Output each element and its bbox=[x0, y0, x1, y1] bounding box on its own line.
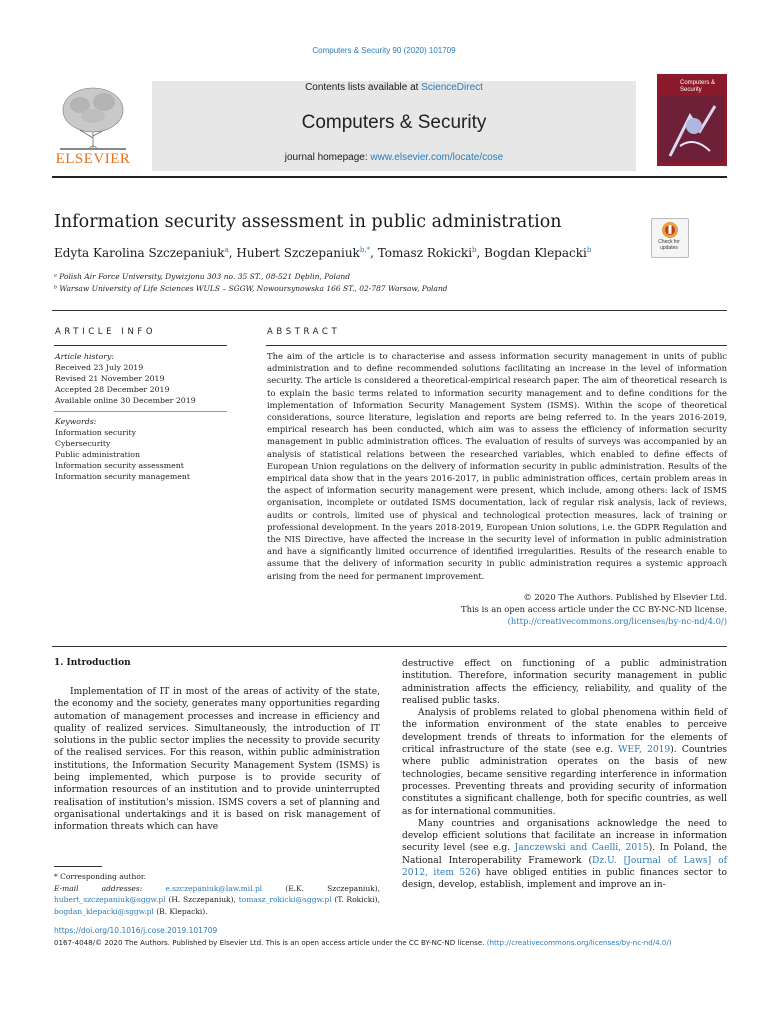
history-online: Available online 30 December 2019 bbox=[55, 396, 196, 405]
history-label: Article history: bbox=[55, 352, 115, 361]
journal-homepage bbox=[152, 152, 636, 163]
author-name: Tomasz Rokicki bbox=[377, 246, 473, 260]
body-paragraph bbox=[402, 707, 727, 818]
article-title: Information security assessment in public administration bbox=[54, 212, 562, 232]
abstract-license-url-line bbox=[267, 615, 727, 627]
author-affil-ref[interactable]: b bbox=[586, 246, 592, 254]
keyword-item: Information security assessment bbox=[55, 461, 184, 470]
abstract-heading: ABSTRACT bbox=[267, 327, 341, 337]
para-text: Many countries and organisations acknowledge the need to develop efficient solutions that facilitate an increase in information security level (see e.g. bbox=[402, 818, 727, 854]
affiliation-a: ᵃ Polish Air Force University, Dywizjonu 303 no. 35 ST., 08-521 Dęblin, Poland bbox=[54, 272, 350, 281]
author-affil-ref[interactable]: b,* bbox=[359, 246, 371, 254]
author-list: Edyta Karolina Szczepaniuk$^a$, Hubert Szczepaniuk$^{b,*}$, Tomasz Rokicki$^b$, Bogdan Klepacki$^b$ bbox=[54, 246, 592, 260]
author-name: Hubert Szczepaniuk bbox=[236, 246, 360, 260]
title-divider bbox=[52, 310, 727, 311]
corresponding-author-note: * Corresponding author. bbox=[54, 872, 147, 881]
para-text: ). Countries where public administration operates on the basis of new technologies, became sensitive regarding interference in information processes. Preventing threats and providing security of information constitutes a significant challenge, both for specific countries, as well as for international communities. bbox=[402, 745, 727, 817]
article-history bbox=[55, 351, 196, 406]
elsevier-wordmark: ELSEVIER bbox=[55, 151, 131, 167]
article-info-heading: ARTICLE INFO bbox=[55, 327, 157, 337]
license-link[interactable]: (http://creativecommons.org/licenses/by-nc-nd/4.0/) bbox=[486, 938, 672, 947]
abstract-bottom-divider bbox=[52, 646, 727, 647]
keyword-item: Information security management bbox=[55, 472, 190, 481]
email-link[interactable]: hubert_szczepaniuk@sggw.pl bbox=[54, 895, 166, 904]
license-text: 0167-4048/© 2020 The Authors. Published by Elsevier Ltd. This is an open access article under the CC BY-NC-ND license. bbox=[54, 938, 487, 947]
contents-prefix: Contents lists available at bbox=[305, 82, 422, 93]
abstract-body: The aim of the article is to characterise and assess information security management in units of public administration and to define recommended solutions facilitating an increase in the level of information security. The article is considered a theoretical-empirical research paper. The aim of theoretical research is to explain the basic terms related to information security management and to define conditions for the implementation of Information Security Management System (ISMS). Within the scope of theoretical considerations, source literature, legislation and reports are being referred to. In the years 2016-2019, empirical research has been conducted, which aim was to assess the efficiency of information security management in public administration offices. The evaluation of results of surveys was accompanied by an analysis of statistical relations between the researched variables, which enabled to define effects of European Union regulations on the delivery of information security in public administration. Results of the empirical data show that in the years 2016-2017, in public administration offices, certain problem areas in the aspect of information security management were present, which include, among others: lack of ISMS organisation, incomplete or outdated ISMS documentation, lack of regular risk analysis, lack of reviews, audits or controls, limited use of physical and technological protection measures, lack of training or professional development. In the years 2018-2019, European Union solutions, i.e. the GDPR Regulation and the NIS Directive, have affected the increase in the security level of information in public administration and have a significantly limited occurrence of identified irregularities. Results of the research enable to assume that the delivery of information security in public administration requires a systemic approach arising from the need for permanent improvement. bbox=[267, 351, 727, 581]
section-heading-introduction: 1. Introduction bbox=[54, 658, 131, 668]
para-text: Analysis of problems related to global phenomena within field of the information environment of the state enables to perceive development trends of threats to information for the elements of critical infrastructure of the state (see e.g. bbox=[402, 708, 727, 756]
email-link[interactable]: bogdan_klepacki@sggw.pl bbox=[54, 906, 154, 916]
journal-citation[interactable]: Computers & Security 90 (2020) 101709 bbox=[312, 46, 456, 55]
para-text: ). In Poland, the National Interoperability Framework ( bbox=[402, 843, 728, 866]
keyword-item: Public administration bbox=[55, 450, 140, 459]
body-paragraph: Implementation of IT in most of the areas of activity of the state, the economy and the society, generates many opportunities regarding automation of management processes and increase in efficiency and quality of realized services. Simultaneously, the introduction of IT solutions in the public sector implies the necessity to provide security of the realised services. For this reason, within public administration institutions, the Information Security Management System (ISMS) is being implemented, which purpose is to provide security of information resources of an institution and to provide uninterrupted realisation of institution's mission. ISMS covers a set of planning and organisational undertakings and it is based on risk management of information threats which can have bbox=[54, 687, 380, 833]
history-revised: Revised 21 November 2019 bbox=[55, 374, 165, 383]
doi-link[interactable]: https://doi.org/10.1016/j.cose.2019.101709 bbox=[54, 926, 218, 935]
journal-title: Computers & Security bbox=[301, 112, 487, 133]
email-label: E-mail addresses: bbox=[54, 883, 166, 893]
footnote-rule bbox=[54, 866, 102, 867]
check-for-updates-label: Check for updates bbox=[658, 239, 680, 251]
citation-link[interactable]: Janczewski and Caelli, 2015 bbox=[514, 843, 649, 854]
license-footer bbox=[54, 938, 730, 947]
citation-link[interactable]: WEF, 2019 bbox=[618, 745, 671, 756]
abstract-license-link[interactable]: (http://creativecommons.org/licenses/by-nc-nd/4.0/) bbox=[507, 616, 727, 626]
email-owner: (E.K. Szczepaniuk), bbox=[262, 883, 380, 893]
keyword-item: Cybersecurity bbox=[55, 439, 111, 448]
author-name: Edyta Karolina Szczepaniuk bbox=[54, 246, 225, 260]
cover-artwork-image bbox=[660, 96, 724, 162]
author-name: Bogdan Klepacki bbox=[484, 246, 587, 260]
cover-title: Computers & Security bbox=[680, 80, 716, 93]
sciencedirect-link[interactable]: ScienceDirect bbox=[421, 82, 483, 93]
email-owner: (H. Szczepaniuk), bbox=[165, 895, 239, 904]
check-for-updates-badge[interactable] bbox=[651, 218, 689, 258]
abstract-copyright: © 2020 The Authors. Published by Elsevier Ltd. bbox=[523, 592, 727, 602]
author-affil-ref[interactable]: a bbox=[224, 246, 229, 254]
email-owner: (T. Rokicki), bbox=[331, 895, 380, 904]
abstract-divider bbox=[266, 345, 727, 346]
email-owner: (B. Klepacki). bbox=[153, 906, 208, 916]
email-addresses bbox=[54, 883, 380, 918]
contents-line bbox=[152, 82, 636, 93]
history-accepted: Accepted 28 December 2019 bbox=[55, 385, 170, 394]
check-updates-icon bbox=[652, 219, 688, 241]
body-paragraph bbox=[402, 818, 727, 892]
keyword-item: Information security bbox=[55, 428, 137, 437]
body-left-column bbox=[54, 686, 380, 834]
keywords-label: Keywords: bbox=[55, 417, 97, 426]
homepage-link[interactable]: www.elsevier.com/locate/cose bbox=[370, 152, 504, 163]
keywords-divider bbox=[54, 411, 227, 412]
author-affil-ref[interactable]: b bbox=[472, 246, 477, 254]
abstract-license: This is an open access article under the CC BY-NC-ND license. bbox=[461, 604, 727, 614]
history-received: Received 23 July 2019 bbox=[55, 363, 144, 372]
body-paragraph: destructive effect on functioning of a public administration institution. Therefore, information security management in public administration affects the efficiency, reliability, and quality of the realised public tasks. bbox=[402, 659, 727, 706]
homepage-prefix: journal homepage: bbox=[284, 152, 371, 163]
email-link[interactable]: tomasz_rokicki@sggw.pl bbox=[238, 895, 332, 904]
body-right-column bbox=[402, 658, 727, 892]
para-text: ) have obliged entities in public finances sector to design, develop, establish, implement and improve an in- bbox=[402, 868, 727, 891]
footnote bbox=[54, 871, 380, 917]
affiliation-b: ᵇ Warsaw University of Life Sciences WULS – SGGW, Nowoursynowska 166 ST., 02-787 Warsaw, Poland bbox=[54, 284, 448, 293]
keywords-list bbox=[55, 416, 190, 482]
email-link[interactable]: e.szczepaniuk@law.mil.pl bbox=[165, 883, 263, 893]
article-info-divider bbox=[54, 345, 227, 346]
header-divider bbox=[52, 176, 727, 178]
citation-link[interactable]: Dz.U. [Journal of Laws] of 2012, item 526 bbox=[402, 855, 727, 879]
